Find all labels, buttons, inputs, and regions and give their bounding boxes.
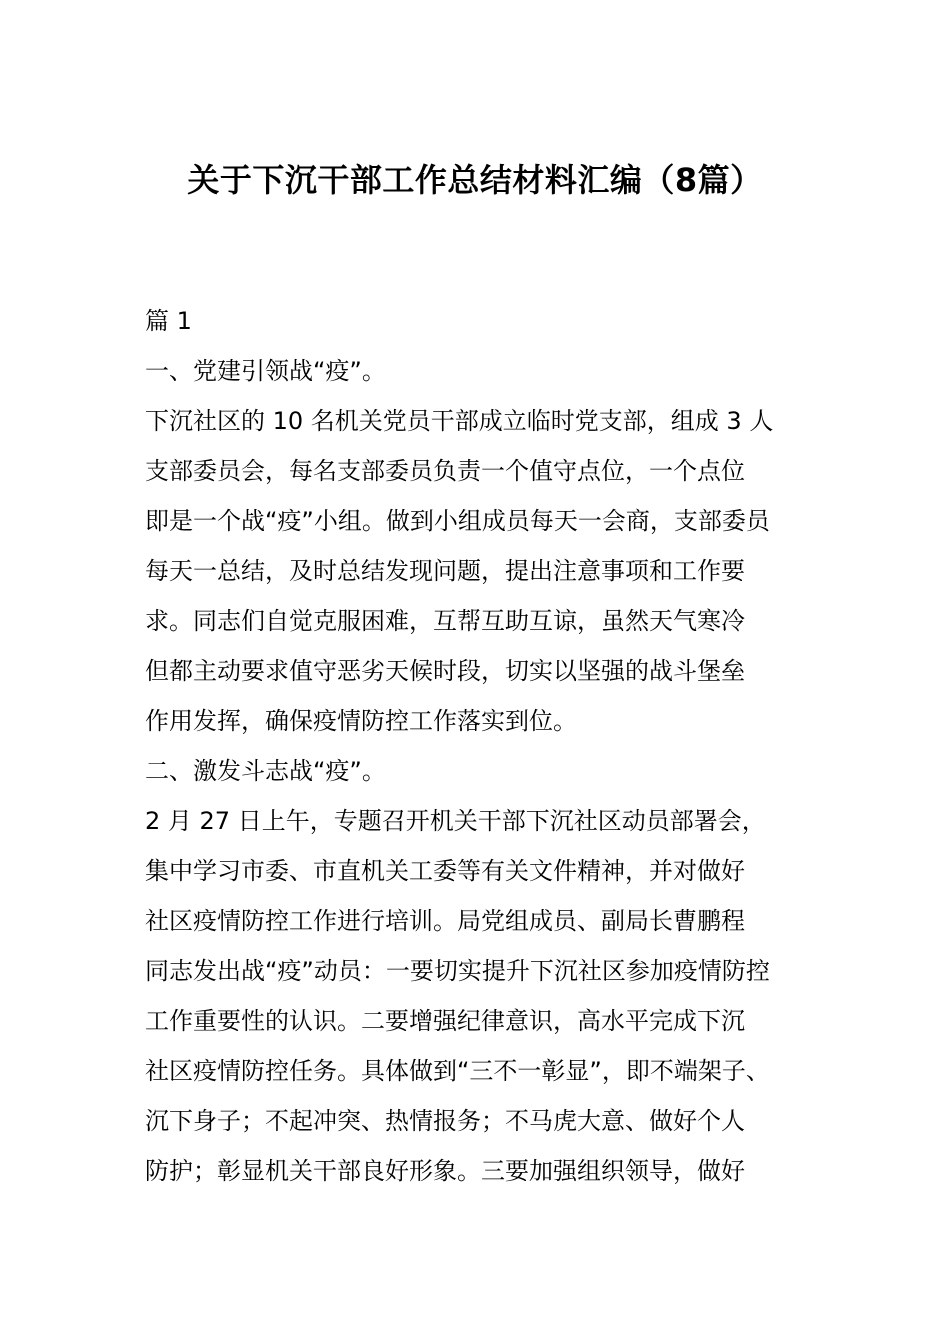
- paragraph-line: 但都主动要求值守恶劣天候时段，切实以坚强的战斗堡垒: [145, 657, 745, 685]
- paragraph-line: 支部委员会，每名支部委员负责一个值守点位，一个点位: [145, 457, 745, 485]
- paragraph-line: 工作重要性的认识。二要增强纪律意识，高水平完成下沉: [145, 1007, 745, 1035]
- paragraph-line: 社区疫情防控工作进行培训。局党组成员、副局长曹鹏程: [145, 907, 745, 935]
- paragraph-line: 2 月 27 日上午，专题召开机关干部下沉社区动员部署会，: [145, 807, 766, 835]
- paragraph-line: 每天一总结，及时总结发现问题，提出注意事项和工作要: [145, 557, 745, 585]
- paragraph-line: 同志发出战“疫”动员：一要切实提升下沉社区参加疫情防控: [145, 957, 770, 985]
- paragraph-line: 即是一个战“疫”小组。做到小组成员每天一会商，支部委员: [145, 507, 770, 535]
- document-body: [145, 296, 815, 1196]
- paragraph-line: 防护；彰显机关干部良好形象。三要加强组织领导，做好: [145, 1157, 745, 1185]
- paragraph-line: 求。同志们自觉克服困难，互帮互助互谅，虽然天气寒冷: [145, 607, 745, 635]
- paragraph-line: 社区疫情防控任务。具体做到“三不一彰显”，即不端架子、: [145, 1057, 770, 1085]
- paragraph-line: 沉下身子；不起冲突、热情报务；不马虎大意、做好个人: [145, 1107, 745, 1135]
- section-label: 篇 1: [145, 307, 192, 335]
- document-title: 关于下沉干部工作总结材料汇编（8篇）: [187, 161, 763, 199]
- section-heading: 二、激发斗志战“疫”。: [145, 757, 386, 785]
- section-heading: 一、党建引领战“疫”。: [145, 357, 386, 385]
- paragraph-line: 集中学习市委、市直机关工委等有关文件精神，并对做好: [145, 857, 745, 885]
- paragraph-line: 作用发挥，确保疫情防控工作落实到位。: [145, 707, 577, 735]
- paragraph-line: 下沉社区的 10 名机关党员干部成立临时党支部，组成 3 人: [145, 407, 774, 435]
